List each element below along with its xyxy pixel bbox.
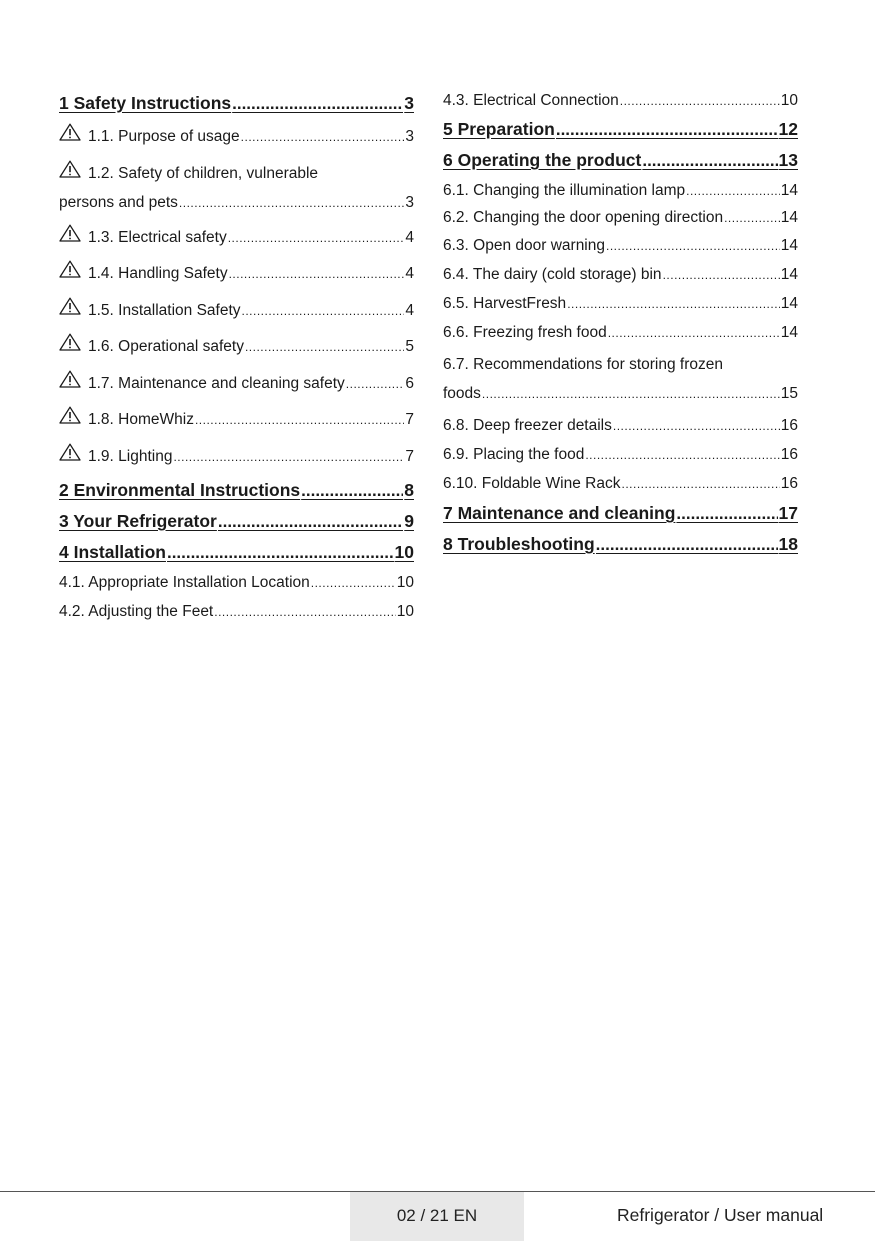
toc-entry-page: 3 <box>404 93 414 113</box>
toc-entry-page: 12 <box>778 119 798 139</box>
toc-entry-1-6[interactable] <box>59 329 414 366</box>
toc-entry-page: 13 <box>778 150 798 170</box>
toc-entry-title: 1.2. Safety of children, vulnerable <box>88 164 319 182</box>
toc-entry-title: 6.9. Placing the food <box>443 446 585 463</box>
toc-entry-title: 1.7. Maintenance and cleaning safety <box>88 374 345 392</box>
toc-entry-page: 14 <box>780 295 798 312</box>
toc-entry-4-3[interactable] <box>443 88 798 114</box>
toc-entry-page: 14 <box>780 237 798 254</box>
toc-entry-4-1[interactable] <box>59 568 414 597</box>
toc-entry-6-3[interactable] <box>443 231 798 260</box>
toc-entry-page: 14 <box>780 324 798 341</box>
toc-entry-6-10[interactable] <box>443 469 798 498</box>
toc-entry-title: 3 Your Refrigerator <box>59 511 217 531</box>
toc-entry-title: 4.1. Appropriate Installation Location <box>59 574 310 591</box>
toc-entry-8[interactable] <box>443 529 798 560</box>
warning-triangle-icon <box>59 443 81 461</box>
toc-entry-3[interactable] <box>59 506 414 537</box>
toc-entry-6-9[interactable] <box>443 440 798 469</box>
toc-entry-title: 1.5. Installation Safety <box>88 301 241 319</box>
toc-entry-page: 14 <box>780 182 798 199</box>
toc-entry-1-9[interactable] <box>59 439 414 476</box>
toc-entry-page: 14 <box>780 209 798 226</box>
toc-entry-page: 6 <box>405 374 414 392</box>
toc-entry-title: 6.7. Recommendations for storing frozen <box>443 356 723 373</box>
toc-entry-6-2[interactable] <box>443 205 798 231</box>
toc-entry-title: 2 Environmental Instructions <box>59 480 301 500</box>
toc-entry-1-5[interactable] <box>59 293 414 330</box>
toc-entry-4-2[interactable] <box>59 597 414 626</box>
toc-entry-page: 15 <box>780 385 798 402</box>
toc-entry-title: 1.4. Handling Safety <box>88 265 228 282</box>
toc-entry-page: 4 <box>405 228 414 246</box>
toc-entry-page: 3 <box>405 128 414 145</box>
toc-entry-title-continued: persons and pets <box>59 193 178 211</box>
toc-entry-page: 10 <box>396 603 414 620</box>
toc-entry-page: 7 <box>405 447 414 465</box>
toc-entry-title: 8 Troubleshooting <box>443 534 595 554</box>
toc-entry-page: 16 <box>780 446 798 463</box>
toc-entry-1-1[interactable] <box>59 119 414 156</box>
toc-entry-page: 4 <box>405 301 414 319</box>
warning-triangle-icon <box>59 224 81 242</box>
toc-entry-2[interactable] <box>59 475 414 506</box>
toc-entry-page: 3 <box>405 193 414 211</box>
toc-entry-page: 17 <box>778 503 798 523</box>
toc-entry-title: 6.1. Changing the illumination lamp <box>443 182 686 199</box>
toc-entry-title: 6.8. Deep freezer details <box>443 417 612 434</box>
toc-entry-page: 16 <box>780 475 798 492</box>
toc-entry-6[interactable] <box>443 145 798 176</box>
toc-entry-1-8[interactable] <box>59 402 414 439</box>
toc-entry-page: 18 <box>778 534 798 554</box>
toc-entry-title: 4.3. Electrical Connection <box>443 92 619 109</box>
toc-entry-title: 6.5. HarvestFresh <box>443 295 567 312</box>
toc-entry-title: 1.1. Purpose of usage <box>88 128 240 145</box>
toc-entry-title: 1.8. HomeWhiz <box>88 411 194 428</box>
toc-entry-title: 6.6. Freezing fresh food <box>443 324 607 341</box>
toc-entry-6-1[interactable] <box>443 176 798 205</box>
toc-entry-title: 6.10. Foldable Wine Rack <box>443 475 621 492</box>
toc-entry-4[interactable] <box>59 537 414 568</box>
toc-entry-page: 16 <box>780 417 798 434</box>
toc-entry-6-7[interactable] <box>443 347 798 383</box>
toc-right-column <box>443 88 798 560</box>
warning-triangle-icon <box>59 160 81 178</box>
toc-entry-title: 1.6. Operational safety <box>88 338 244 355</box>
toc-entry-page: 5 <box>405 338 414 355</box>
toc-entry-page: 10 <box>396 574 414 591</box>
toc-entry-title: 4 Installation <box>59 542 166 562</box>
toc-entry-page: 10 <box>394 542 414 562</box>
warning-triangle-icon <box>59 260 81 278</box>
toc-entry-1[interactable] <box>59 88 414 119</box>
toc-entry-page: 9 <box>404 511 414 531</box>
toc-entry-1-3[interactable] <box>59 220 414 257</box>
footer-document-title: Refrigerator / User manual <box>617 1205 824 1225</box>
toc-entry-title: 6.4. The dairy (cold storage) bin <box>443 266 662 283</box>
toc-entry-title: 4.2. Adjusting the Feet <box>59 603 214 620</box>
toc-entry-title: 6.2. Changing the door opening direction <box>443 209 724 226</box>
toc-entry-1-2-continued[interactable] <box>59 192 414 220</box>
toc-entry-title-continued: foods <box>443 385 481 402</box>
toc-entry-title: 5 Preparation <box>443 119 555 139</box>
warning-triangle-icon <box>59 123 81 141</box>
toc-entry-1-7[interactable] <box>59 366 414 403</box>
toc-entry-title: 1.9. Lighting <box>88 447 173 465</box>
toc-entry-6-6[interactable] <box>443 318 798 347</box>
toc-entry-title: 6.3. Open door warning <box>443 237 605 254</box>
toc-entry-6-8[interactable] <box>443 411 798 440</box>
warning-triangle-icon <box>59 297 81 315</box>
toc-entry-6-7-continued[interactable] <box>443 383 798 411</box>
toc-entry-1-4[interactable] <box>59 256 414 293</box>
toc-entry-title: 1.3. Electrical safety <box>88 228 227 246</box>
warning-triangle-icon <box>59 370 81 388</box>
toc-entry-6-4[interactable] <box>443 260 798 289</box>
toc-entry-1-2[interactable] <box>59 156 414 192</box>
toc-entry-5[interactable] <box>443 114 798 145</box>
footer-page-indicator: 02 / 21 EN <box>350 1192 524 1241</box>
warning-triangle-icon <box>59 333 81 351</box>
toc-entry-title: 7 Maintenance and cleaning <box>443 503 676 523</box>
toc-entry-7[interactable] <box>443 498 798 529</box>
toc-entry-page: 7 <box>405 411 414 428</box>
toc-entry-page: 14 <box>780 266 798 283</box>
toc-entry-6-5[interactable] <box>443 289 798 318</box>
toc-entry-page: 8 <box>404 480 414 500</box>
toc-entry-page: 10 <box>780 92 798 109</box>
toc-left-column <box>59 88 414 626</box>
toc-entry-title: 1 Safety Instructions <box>59 93 232 113</box>
toc-entry-title: 6 Operating the product <box>443 150 642 170</box>
toc-entry-page: 4 <box>405 265 414 282</box>
warning-triangle-icon <box>59 406 81 424</box>
